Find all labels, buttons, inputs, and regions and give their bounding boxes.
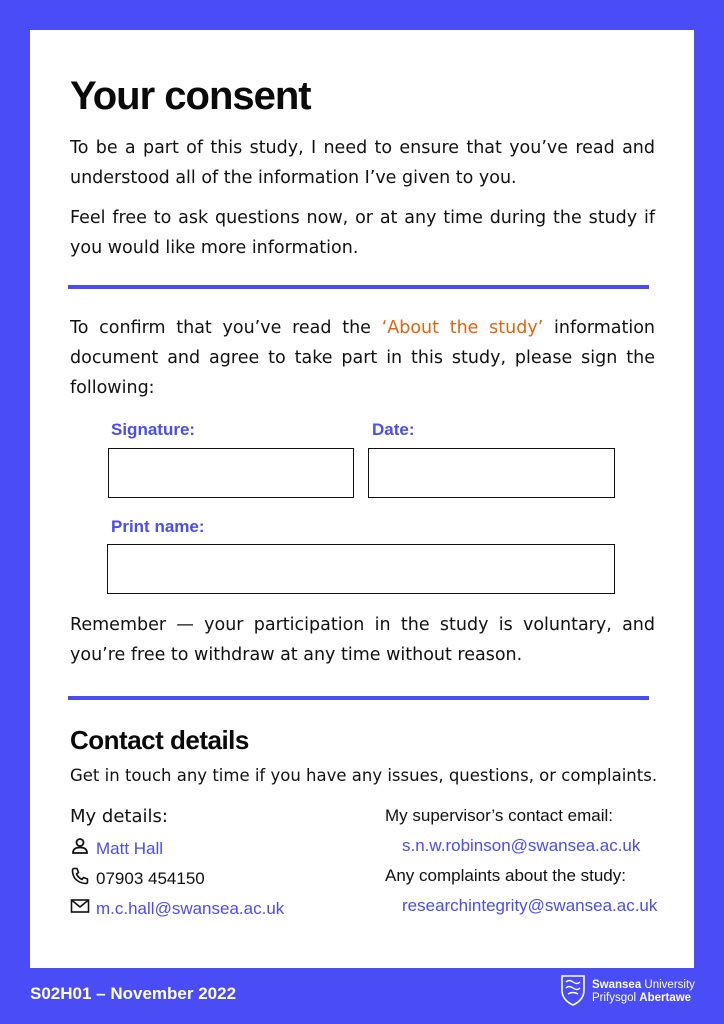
document-code: S02H01 – November 2022	[30, 984, 237, 1003]
signature-field[interactable]	[108, 448, 354, 498]
consent-card	[30, 30, 694, 968]
contact-email-link[interactable]: m.c.hall@swansea.ac.uk	[96, 898, 285, 918]
print-name-label: Print name:	[111, 517, 205, 536]
contact-phone-row	[70, 866, 205, 891]
print-name-field[interactable]	[107, 544, 615, 594]
page-title: Your consent	[70, 74, 311, 118]
date-field[interactable]	[368, 448, 615, 498]
logo-word-prifysgol: Prifysgol	[592, 992, 640, 1004]
supervisor-email-link[interactable]: s.n.w.robinson@swansea.ac.uk	[402, 836, 641, 855]
logo-word-university: University	[641, 979, 695, 991]
contact-name[interactable]: Matt Hall	[96, 838, 164, 858]
contact-email-row	[70, 896, 284, 921]
complaints-label: Any complaints about the study:	[385, 866, 626, 885]
signature-label: Signature:	[111, 420, 196, 439]
complaints-email-link[interactable]: researchintegrity@swansea.ac.uk	[402, 896, 658, 915]
intro-paragraph-1: To be a part of this study, I need to ensure that you’ve read and understood all of the information I’ve given to you.	[70, 138, 655, 188]
university-logo	[560, 972, 695, 1012]
date-label: Date:	[372, 420, 415, 439]
my-details-label: My details:	[70, 806, 168, 827]
phone-icon	[70, 866, 96, 891]
contact-name-row	[70, 836, 163, 861]
logo-line-1	[592, 979, 695, 992]
logo-line-2	[592, 992, 695, 1005]
divider	[68, 696, 649, 700]
supervisor-label: My supervisor’s contact email:	[385, 806, 614, 825]
contact-title: Contact details	[70, 725, 249, 755]
consent-text-after: information document and agree to take part in this study, please sign the following:	[70, 318, 655, 398]
contact-phone[interactable]: 07903 454150	[96, 868, 205, 888]
consent-paragraph	[70, 313, 655, 403]
consent-text-before: To confirm that you’ve read the	[70, 318, 382, 338]
mail-icon	[70, 896, 96, 921]
reminder-paragraph: Remember — your participation in the study is voluntary, and you’re free to withdraw at any time without reason.	[70, 615, 655, 665]
divider	[68, 285, 649, 289]
crest-icon	[560, 972, 592, 1012]
person-icon	[70, 836, 96, 861]
about-study-link: ‘About the study’	[381, 318, 544, 338]
logo-text	[592, 979, 695, 1005]
logo-word-swansea: Swansea	[592, 979, 642, 991]
intro-paragraph-2: Feel free to ask questions now, or at any time during the study if you would like more information.	[70, 208, 655, 258]
logo-word-abertawe: Abertawe	[639, 992, 692, 1004]
contact-intro: Get in touch any time if you have any issues, questions, or complaints.	[70, 766, 658, 785]
